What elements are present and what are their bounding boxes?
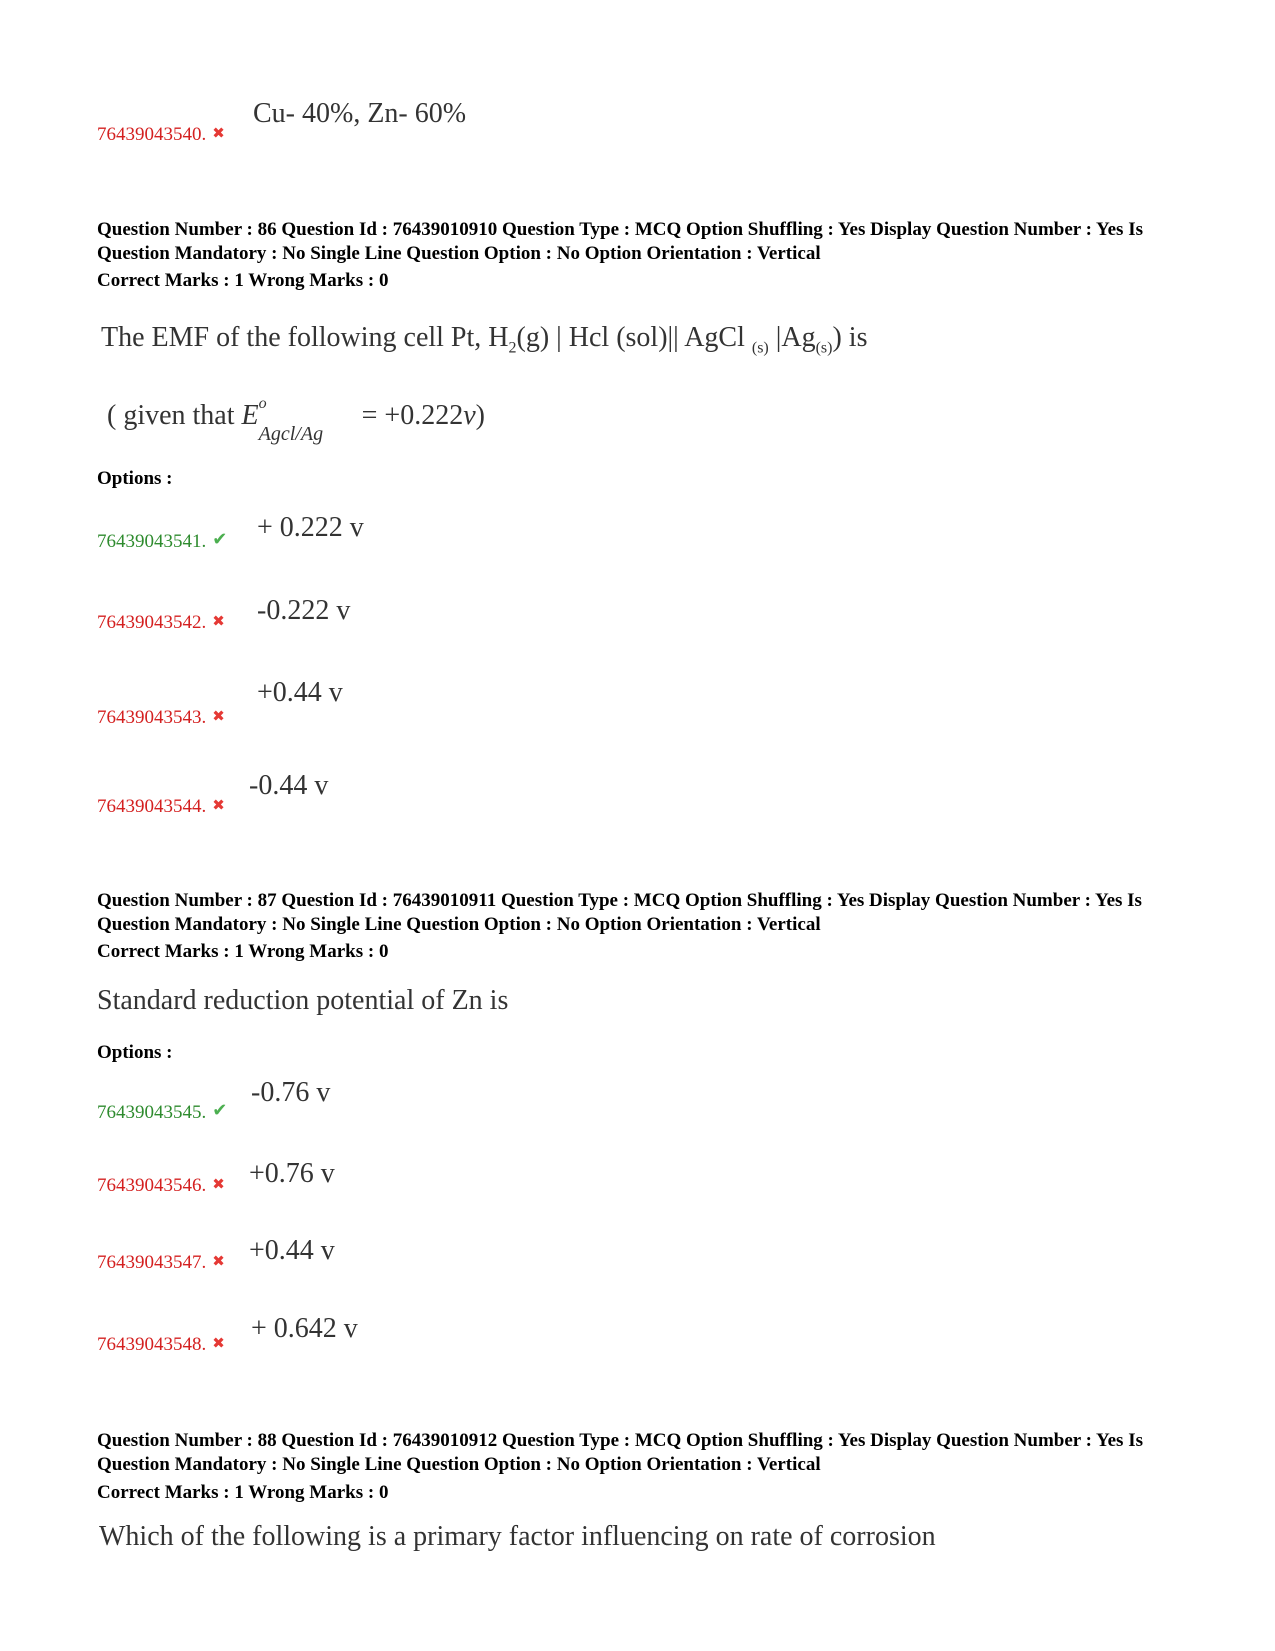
option-row: [97, 796, 225, 818]
question-given: ( given that E o Agcl/Ag = +0.222v): [107, 395, 485, 445]
option-row: [97, 1100, 227, 1124]
option-value: -0.44 v: [249, 770, 329, 801]
options-label: Options :: [97, 1042, 173, 1063]
question-meta: Question Number : 88 Question Id : 76439010912 Question Type : MCQ Option Shuffling : Yes Display Question Number : Yes Is Question Mandatory : No Single Line Question Option : No Option Orientation : Vertical: [97, 1430, 1143, 1475]
option-row: [97, 1334, 225, 1356]
question-meta: Question Number : 86 Question Id : 76439010910 Question Type : MCQ Option Shuffling : Yes Display Question Number : Yes Is Question Mandatory : No Single Line Question Option : No Option Orientation : Vertical: [97, 219, 1143, 264]
option-value: + 0.642 v: [251, 1313, 358, 1344]
option-row: [97, 529, 227, 553]
option-value: -0.222 v: [257, 595, 351, 626]
option-value: + 0.222 v: [257, 512, 364, 543]
option-row: [97, 1175, 225, 1197]
cross-icon: ✖: [212, 1336, 225, 1352]
cross-icon: ✖: [212, 126, 225, 142]
option-id: 76439043541.: [97, 531, 207, 552]
option-row: [97, 124, 225, 146]
option-id: 76439043546.: [97, 1175, 207, 1196]
question-meta: Question Number : 87 Question Id : 76439010911 Question Type : MCQ Option Shuffling : Yes Display Question Number : Yes Is Question Mandatory : No Single Line Question Option : No Option Orientation : Vertical: [97, 890, 1142, 935]
question-marks: Correct Marks : 1 Wrong Marks : 0: [97, 941, 389, 962]
check-icon: ✔: [212, 529, 228, 549]
cross-icon: ✖: [212, 1254, 225, 1270]
cross-icon: ✖: [212, 709, 225, 725]
cross-icon: ✖: [212, 1177, 225, 1193]
options-label: Options :: [97, 468, 173, 489]
option-id: 76439043547.: [97, 1252, 207, 1273]
option-value: Cu- 40%, Zn- 60%: [253, 98, 467, 129]
option-value: +0.44 v: [257, 677, 343, 708]
question-text: Standard reduction potential of Zn is: [97, 985, 509, 1016]
cross-icon: ✖: [212, 798, 225, 814]
option-id: 76439043542.: [97, 612, 207, 633]
option-row: [97, 707, 225, 729]
option-id: 76439043543.: [97, 707, 207, 728]
option-id: 76439043544.: [97, 796, 207, 817]
cross-icon: ✖: [212, 614, 225, 630]
option-row: [97, 612, 225, 634]
option-id: 76439043545.: [97, 1102, 207, 1123]
option-value: +0.44 v: [249, 1235, 335, 1266]
option-id: 76439043548.: [97, 1334, 207, 1355]
question-text: The EMF of the following cell Pt, $H_2(g)$ | Hcl (sol)|| AgCl $_{(s)}$ $|Ag_{(s)}$) is: [101, 322, 868, 357]
option-value: -0.76 v: [251, 1077, 331, 1108]
question-marks: Correct Marks : 1 Wrong Marks : 0: [97, 1482, 389, 1503]
check-icon: ✔: [212, 1100, 228, 1120]
option-row: [97, 1252, 225, 1274]
question-marks: Correct Marks : 1 Wrong Marks : 0: [97, 270, 389, 291]
question-text: Which of the following is a primary factor influencing on rate of corrosion: [99, 1521, 936, 1552]
option-id: 76439043540.: [97, 124, 207, 145]
option-value: +0.76 v: [249, 1158, 335, 1189]
